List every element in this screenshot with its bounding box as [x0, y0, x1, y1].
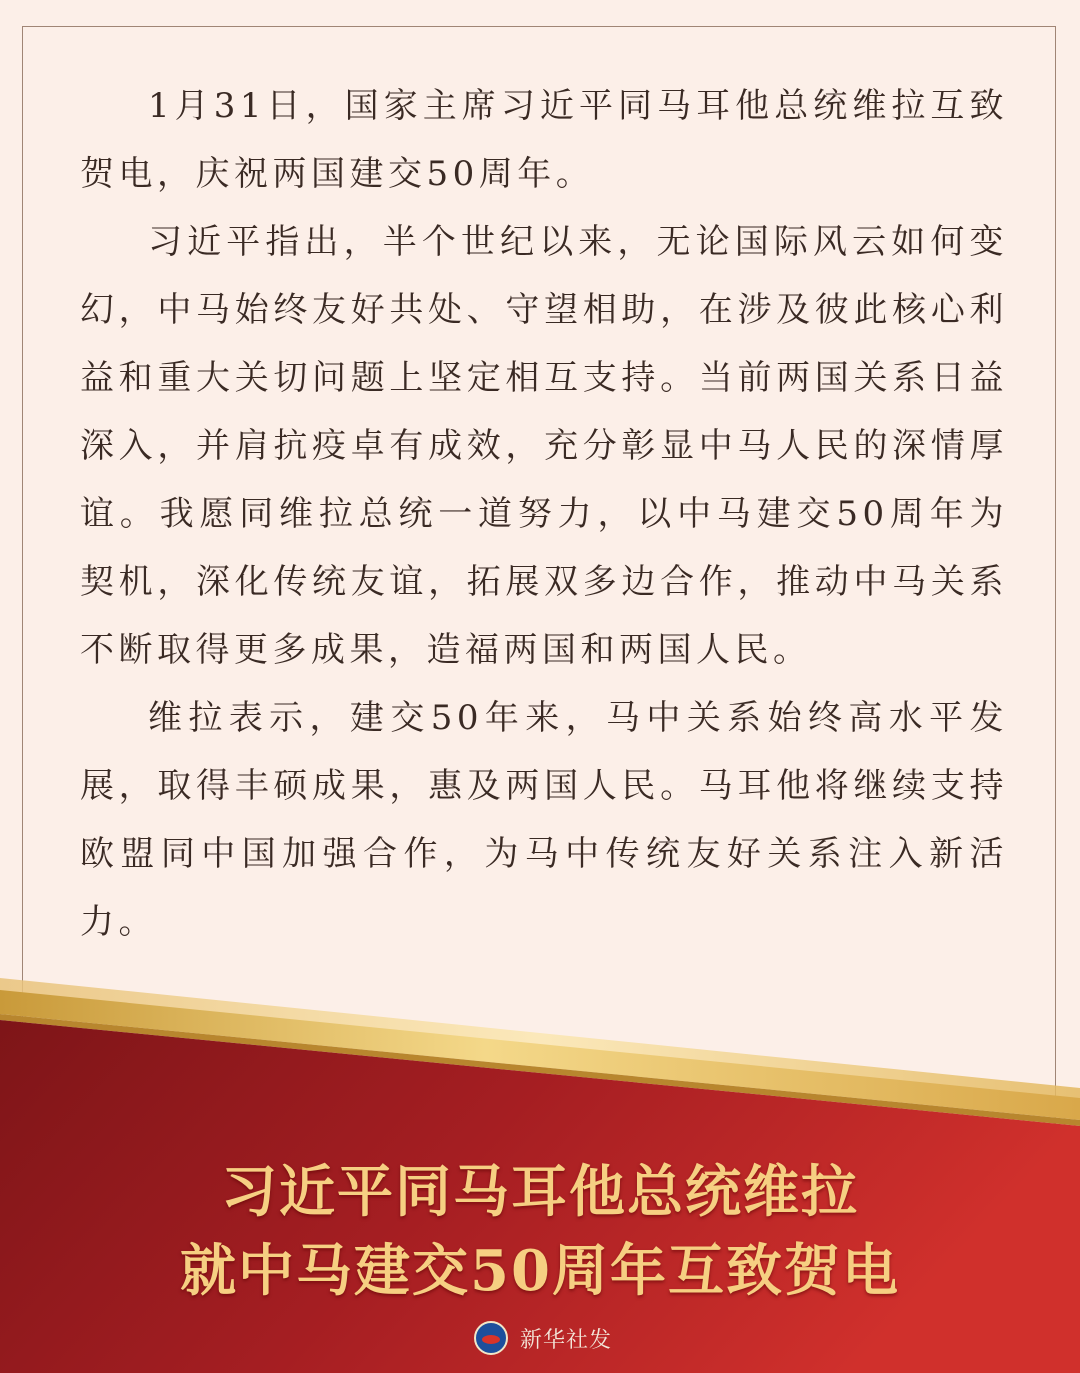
paragraph-2: 习近平指出，半个世纪以来，无论国际风云如何变幻，中马始终友好共处、守望相助，在涉及彼此核心利益和重大关切问题上坚定相互支持。当前两国关系日益深入，并肩抗疫卓有成效，充分彰显中马人民的深情厚谊。我愿同维拉总统一道努力，以中马建交50周年为契机，深化传统友谊，拓展双多边合作，推动中马关系不断取得更多成果，造福两国和两国人民。 [80, 222, 1008, 670]
source-label: 新华社发 [520, 1327, 613, 1353]
source-credit [474, 1320, 612, 1356]
paragraph-3: 维拉表示，建交50年来，马中关系始终高水平发展，取得丰硕成果，惠及两国人民。马耳他将继续支持欧盟同中国加强合作，为马中传统友好关系注入新活力。 [80, 698, 1008, 942]
paragraph-1: 1月31日，国家主席习近平同马耳他总统维拉互致贺电，庆祝两国建交50周年。 [80, 86, 1008, 194]
headline-line-1: 习近平同马耳他总统维拉 [221, 1159, 859, 1225]
xinhua-globe-icon [474, 1321, 508, 1355]
headline-line-2: 就中马建交50周年互致贺电 [180, 1238, 900, 1304]
